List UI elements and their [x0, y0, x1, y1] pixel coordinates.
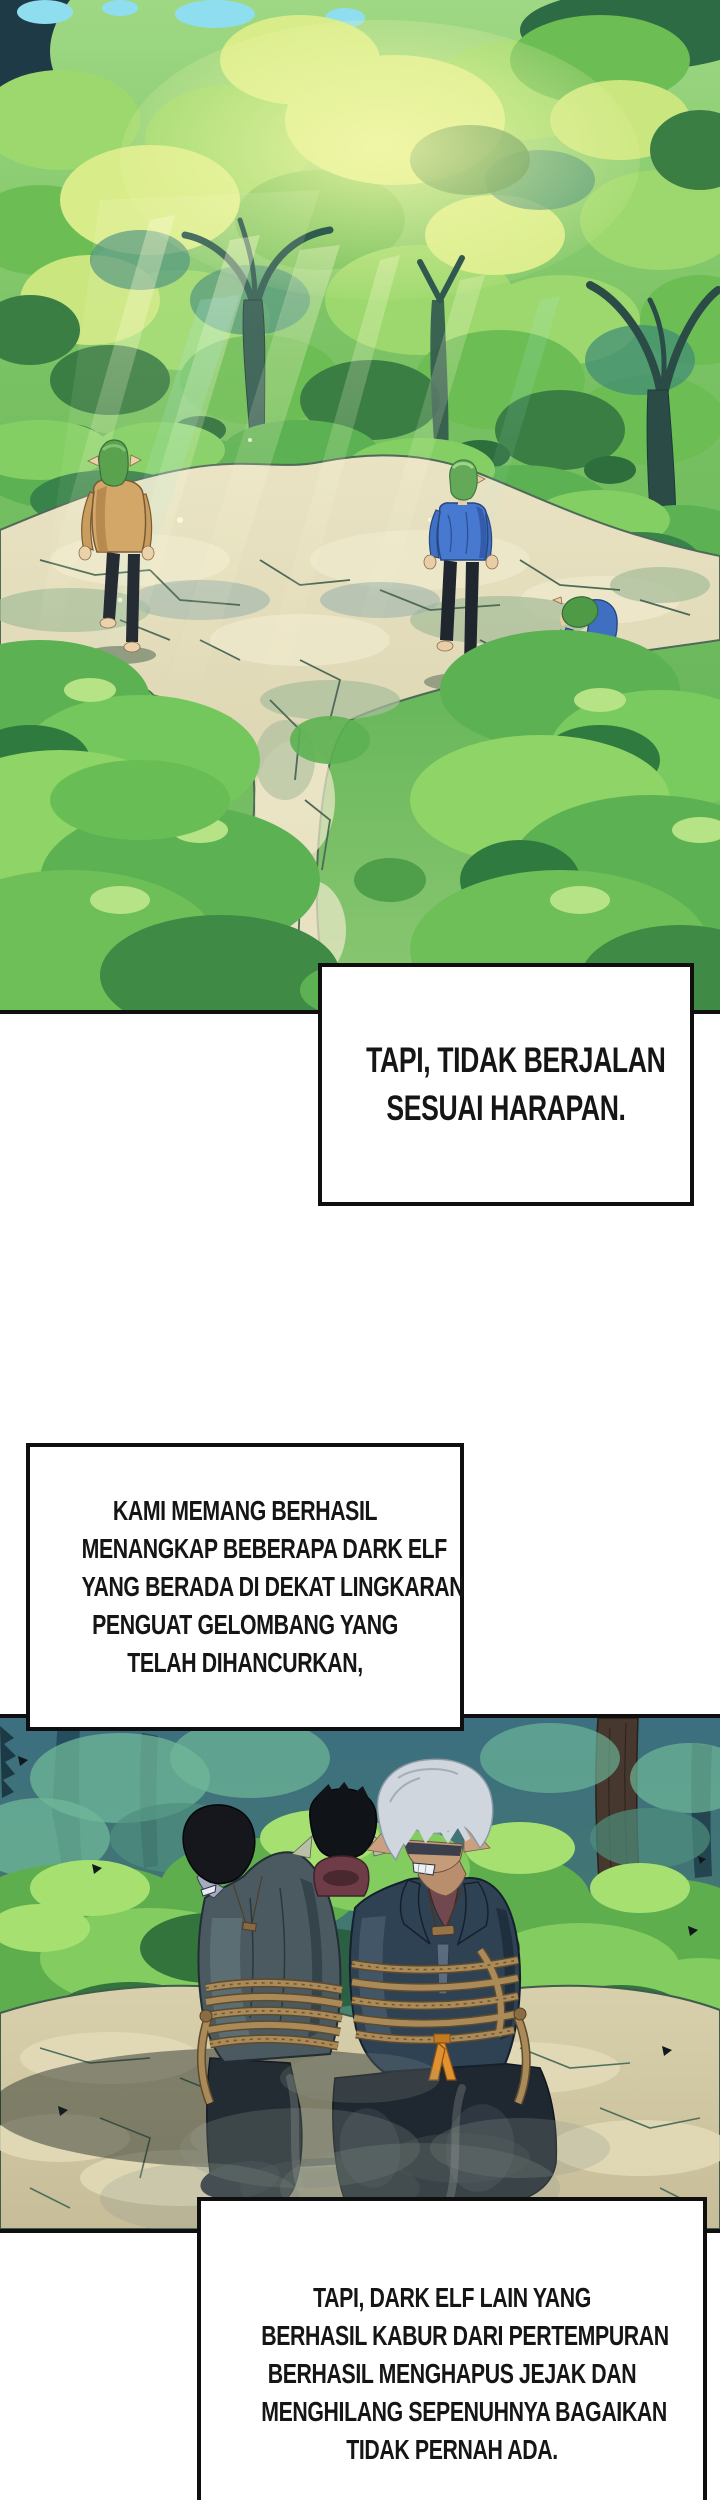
narration-line: TAPI, TIDAK BERJALAN	[366, 1040, 666, 1080]
narration-box-1	[318, 963, 694, 1206]
narration-line: KAMI MEMANG BERHASIL	[112, 1495, 378, 1526]
narration-line: MENANGKAP BEBERAPA DARK ELF	[81, 1533, 447, 1564]
narration-box-3	[197, 2197, 707, 2500]
narration-line: YANG BERADA DI DEKAT LINGKARAN	[81, 1571, 465, 1602]
forest-scene-illustration	[0, 0, 720, 1010]
narration-line: TIDAK PERNAH ADA.	[346, 2434, 558, 2465]
narration-box-2	[26, 1443, 464, 1731]
narration-line: BERHASIL KABUR DARI PERTEMPURAN	[261, 2320, 669, 2351]
panel-captured-dark-elves	[0, 1714, 720, 2233]
narration-line: PENGUAT GELOMBANG YANG	[92, 1609, 398, 1640]
narration-line: BERHASIL MENGHAPUS JEJAK DAN	[267, 2358, 637, 2389]
captured-elves-illustration	[0, 1718, 720, 2229]
panel-forest-search	[0, 0, 720, 1014]
narration-line: SESUAI HARAPAN.	[386, 1088, 626, 1128]
narration-line: TAPI, DARK ELF LAIN YANG	[313, 2282, 591, 2313]
narration-line: MENGHILANG SEPENUHNYA BAGAIKAN	[261, 2396, 667, 2427]
narration-line: TELAH DIHANCURKAN,	[127, 1647, 363, 1678]
